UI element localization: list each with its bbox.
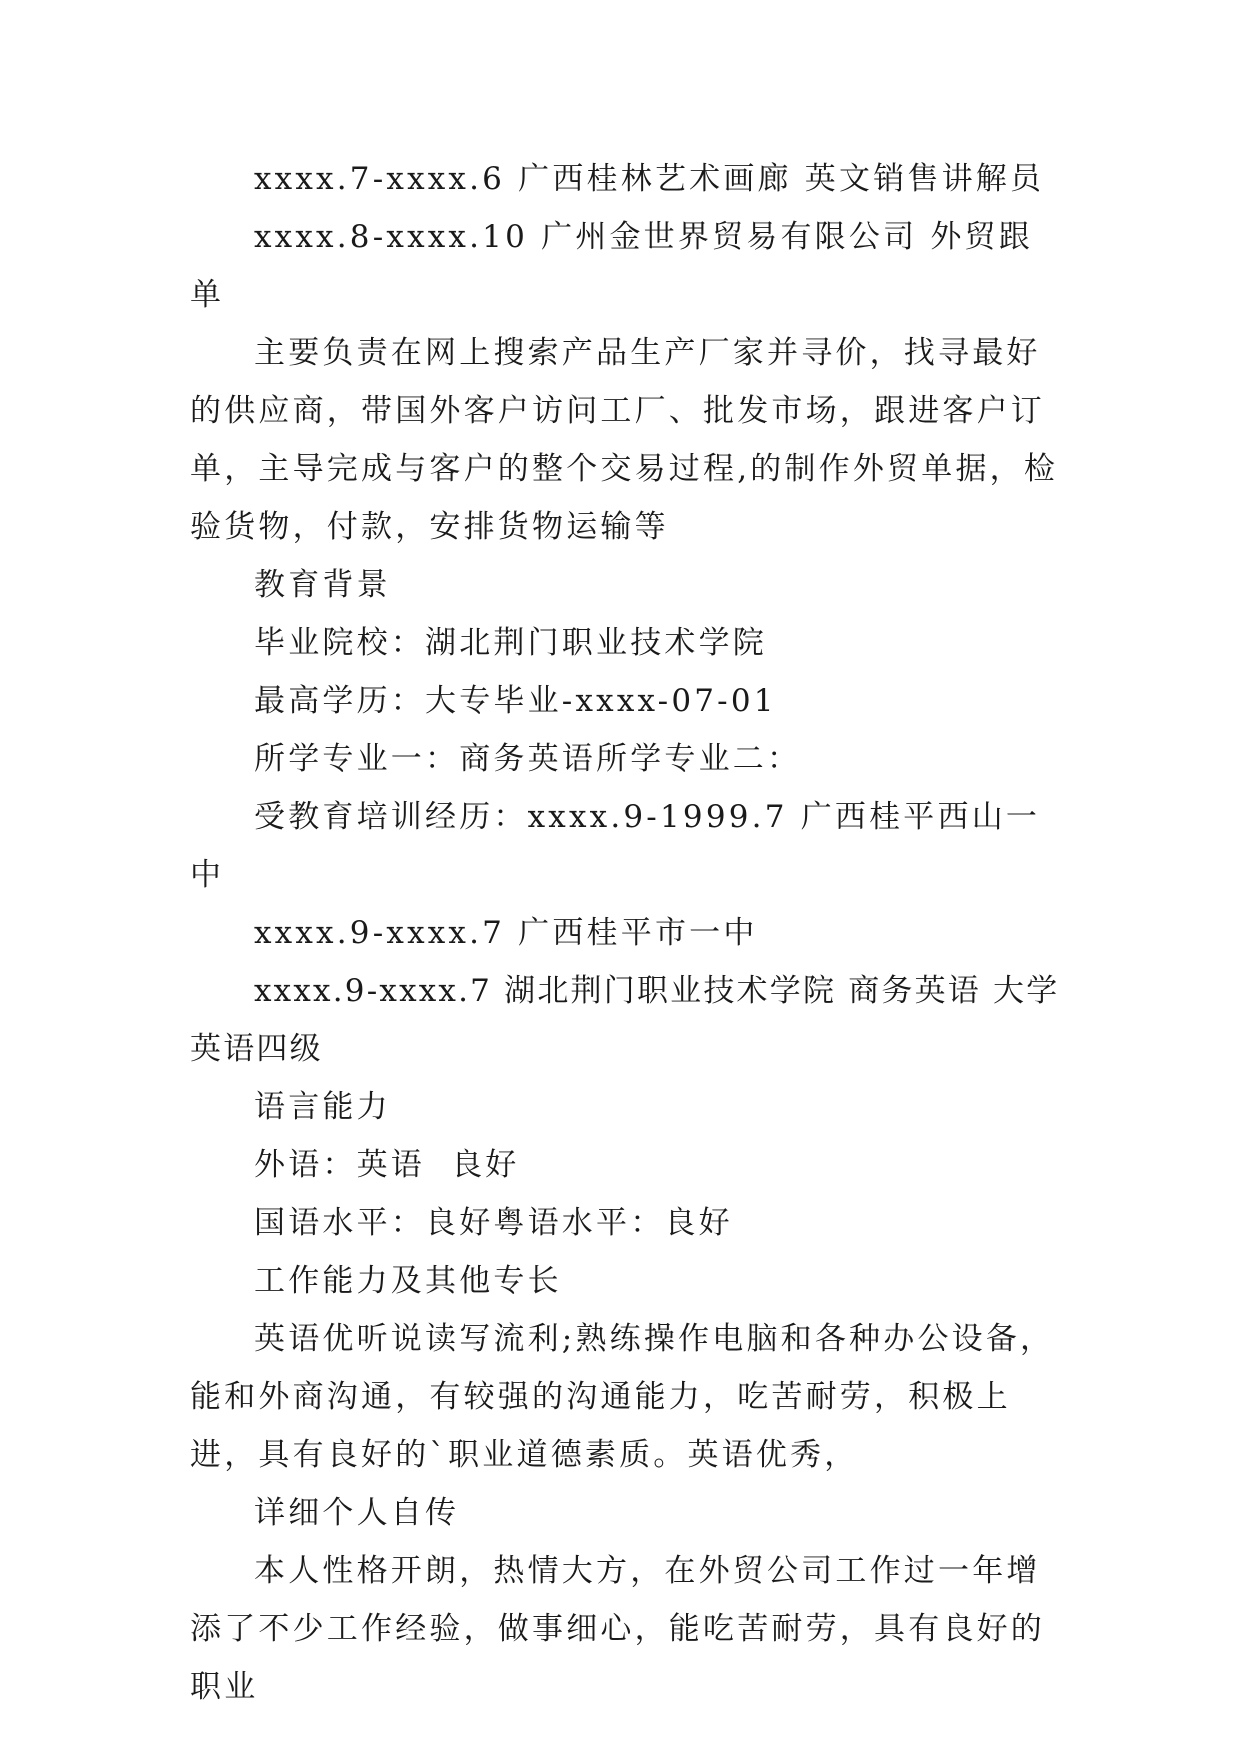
mandarin-cantonese-level: 国语水平：良好粤语水平：良好	[254, 1205, 733, 1241]
section-heading-language: 语言能力	[254, 1089, 391, 1125]
training-history: 受教育培训经历：xxxx.9-1999.7 广西桂平西山一中	[190, 799, 1041, 893]
highest-degree: 最高学历：大专毕业-xxxx-07-01	[254, 683, 777, 719]
section-heading-education: 教育背景	[254, 567, 391, 603]
autobiography-text: 本人性格开朗，热情大方，在外贸公司工作过一年增添了不少工作经验，做事细心，能吃苦耐劳，具有良好的职业	[190, 1553, 1045, 1705]
training-entry-guiping: xxxx.9-xxxx.7 广西桂平市一中	[254, 915, 758, 951]
training-entry-jingmen: xxxx.9-xxxx.7 湖北荆门职业技术学院 商务英语 大学英语四级	[190, 973, 1060, 1067]
section-heading-autobiography: 详细个人自传	[254, 1495, 460, 1531]
graduate-school: 毕业院校：湖北荆门职业技术学院	[254, 625, 767, 661]
skills-description: 英语优听说读写流利;熟练操作电脑和各种办公设备，能和外商沟通，有较强的沟通能力，吃苦耐劳，积极上进，具有良好的`职业道德素质。英语优秀，	[190, 1321, 1055, 1473]
work-entry-guilin: xxxx.7-xxxx.6 广西桂林艺术画廊 英文销售讲解员	[254, 161, 1045, 197]
major: 所学专业一：商务英语所学专业二：	[254, 741, 802, 777]
foreign-language: 外语：英语 良好	[254, 1147, 520, 1183]
document-page	[190, 150, 1060, 1716]
work-entry-guangzhou: xxxx.8-xxxx.10 广州金世界贸易有限公司 外贸跟单	[190, 219, 1033, 313]
section-heading-skills: 工作能力及其他专长	[254, 1263, 562, 1299]
job-description: 主要负责在网上搜索产品生产厂家并寻价，找寻最好的供应商，带国外客户访问工厂、批发市场，跟进客户订单，主导完成与客户的整个交易过程,的制作外贸单据，检验货物，付款，安排货物运输等	[190, 335, 1059, 545]
